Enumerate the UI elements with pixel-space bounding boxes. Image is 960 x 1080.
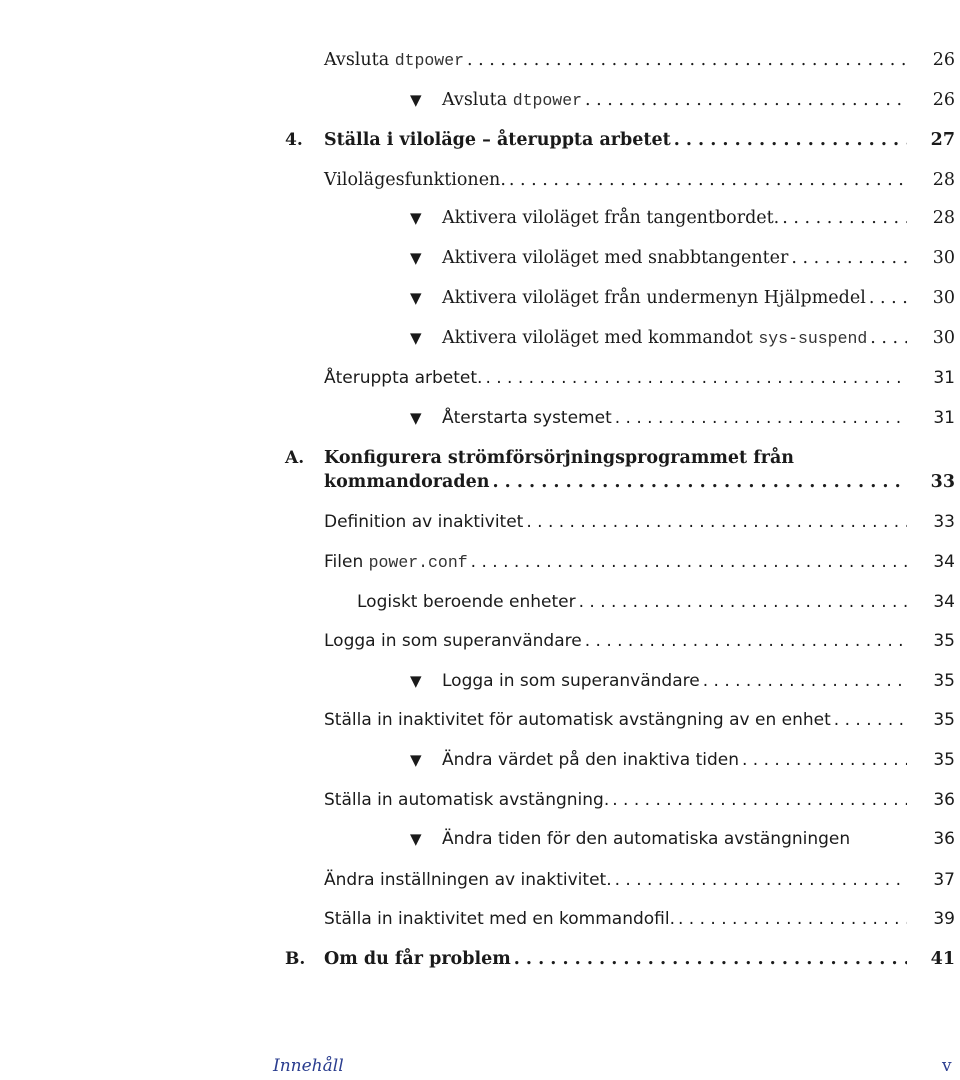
toc-entry-title [324,120,671,160]
toc-entry-page: 37 [933,870,955,890]
dot-leader [509,160,907,200]
toc-entry-title [442,278,866,318]
toc-entry[interactable] [0,502,960,542]
toc-entry-title [442,80,582,121]
toc-entry-page: 39 [933,909,955,929]
toc-entry[interactable] [0,198,960,238]
toc-entry-text: Avsluta [324,50,395,70]
toc-entry-title [324,542,468,583]
toc-entry-title [324,358,482,398]
toc-entry-text: Logga in som superanvändare [324,631,582,651]
toc-entry-page: 30 [932,328,955,348]
toc-entry-page: 27 [930,130,955,150]
toc-entry-text: Ändra tiden för den automatiska avstängningen [442,829,851,849]
toc-entry-title [442,398,612,438]
toc-entry[interactable] [0,661,960,701]
toc-entry-title [324,939,511,979]
toc-entry-page: 28 [932,208,955,228]
toc-entry-page: 41 [930,949,955,969]
triangle-down-icon: ▼ [410,249,422,267]
toc-entry[interactable] [0,860,960,900]
toc-entry-text: Definition av inaktivitet [324,512,524,532]
footer-title: Innehåll [273,1056,344,1076]
toc-entry-page: 31 [933,368,955,388]
toc-entry[interactable] [0,899,960,939]
toc-entry-title [442,318,867,359]
dot-leader [467,40,907,80]
toc-entry-text: Aktivera viloläget från tangentbordet. [442,208,780,228]
toc-entry-text: Logiskt beroende enheter [357,592,576,612]
toc-entry-title [357,582,576,622]
toc-entry[interactable] [0,238,960,278]
toc-entry-title [442,198,779,238]
toc-entry-title [324,502,523,542]
toc-entry-code: power.conf [368,553,468,572]
toc-entry-text: Vilolägesfunktionen. [324,170,506,190]
dot-leader [492,462,907,502]
dot-leader [514,939,907,979]
toc-entry-title [324,899,675,939]
triangle-down-icon: ▼ [410,209,422,227]
toc-entry-page: 28 [932,170,955,190]
toc-entry-number: A. [285,448,305,468]
toc-entry-page: 36 [933,790,955,810]
toc-entry[interactable] [0,462,960,502]
dot-leader [585,80,907,120]
toc-entry[interactable] [0,358,960,398]
toc-entry-title [442,819,850,859]
toc-entry-text: Ställa in automatisk avstängning. [324,790,610,810]
toc-entry[interactable] [0,80,960,120]
toc-entry-page: 26 [932,50,955,70]
toc-entry-title [442,740,739,780]
toc-entry-page: 34 [933,552,955,572]
toc-entry-text: Aktivera viloläget från undermenyn Hjälpmedel [442,288,866,308]
toc-entry[interactable] [0,740,960,780]
toc-entry-text: Konfigurera strömförsörjningsprogrammet från [324,448,795,468]
toc-entry-code: dtpower [512,91,583,110]
toc-entry-page: 30 [932,288,955,308]
toc-entry-code: sys-suspend [758,329,868,348]
dot-leader [834,700,907,740]
dot-leader [703,661,907,701]
dot-leader [579,582,907,622]
toc-entry-text: Logga in som superanvändare [442,671,700,691]
toc-entry-title [324,621,582,661]
toc-entry[interactable] [0,939,960,979]
triangle-down-icon: ▼ [410,289,422,307]
toc-entry[interactable] [0,120,960,160]
toc-entry[interactable] [0,700,960,740]
footer-page-number: v [942,1056,952,1076]
triangle-down-icon: ▼ [410,409,422,427]
toc-entry-text: Återstarta systemet [442,408,612,428]
toc-entry-title [324,860,612,900]
toc-entry-text: Avsluta [442,90,513,110]
toc-entry-text: Ändra värdet på den inaktiva tiden [442,750,739,770]
toc-entry-text: Om du får problem [324,949,511,969]
dot-leader [615,398,907,438]
dot-leader [869,278,907,318]
triangle-down-icon: ▼ [410,751,422,769]
dot-leader [526,502,907,542]
toc-entry-text: Ställa in inaktivitet för automatisk avstängning av en enhet [324,710,831,730]
triangle-down-icon: ▼ [410,672,422,690]
toc-entry-title [324,462,489,502]
toc-entry-text: Aktivera viloläget med snabbtangenter [442,248,789,268]
dot-leader [870,318,907,358]
toc-entry-title [324,160,506,200]
dot-leader [615,860,907,900]
toc-entry-page: 31 [933,408,955,428]
toc-entry-code: dtpower [394,51,465,70]
toc-entry-page: 35 [933,671,955,691]
toc-entry-page: 30 [932,248,955,268]
toc-entry[interactable] [0,582,960,622]
toc-entry-page: 35 [933,631,955,651]
dot-leader [485,358,907,398]
triangle-down-icon: ▼ [410,91,422,109]
toc-entry-text: Återuppta arbetet. [324,368,483,388]
toc-entry[interactable] [0,160,960,200]
dot-leader [471,542,907,582]
toc-entry-text: Ställa in inaktivitet med en kommandofil. [324,909,675,929]
dot-leader [612,780,907,820]
toc-entry-text: Ändra inställningen av inaktivitet. [324,870,612,890]
toc-entry-text: Ställa i viloläge – återuppta arbetet [324,130,671,150]
toc-entry[interactable] [0,318,960,358]
toc-entry-title [324,40,464,81]
dot-leader [678,899,907,939]
dot-leader [791,238,907,278]
toc-entry-text: Aktivera viloläget med kommandot [442,328,759,348]
dot-leader [585,621,907,661]
toc-entry-text: kommandoraden [324,472,490,492]
toc-entry-title [442,661,700,701]
toc-entry-page: 26 [932,90,955,110]
toc-entry[interactable] [0,542,960,582]
dot-leader [742,740,907,780]
toc-entry-title [442,238,788,278]
dot-leader [782,198,907,238]
toc-entry-text: Filen [324,552,369,572]
dot-leader [674,120,907,160]
toc-entry[interactable] [0,398,960,438]
toc-entry[interactable] [0,278,960,318]
toc-entry-page: 35 [933,710,955,730]
triangle-down-icon: ▼ [410,329,422,347]
toc-entry-page: 33 [933,512,955,532]
toc-entry-number: B. [285,949,306,969]
toc-entry-page: 35 [933,750,955,770]
toc-entry[interactable] [0,819,960,859]
toc-entry-page: 36 [933,829,955,849]
toc-entry-page: 34 [933,592,955,612]
toc-entry-number: 4. [285,130,303,150]
toc-entry[interactable] [0,780,960,820]
triangle-down-icon: ▼ [410,830,422,848]
toc-entry[interactable] [0,40,960,80]
toc-entry-page: 33 [930,472,955,492]
toc-entry-title [324,700,831,740]
toc-entry-title [324,780,609,820]
toc-entry[interactable] [0,621,960,661]
